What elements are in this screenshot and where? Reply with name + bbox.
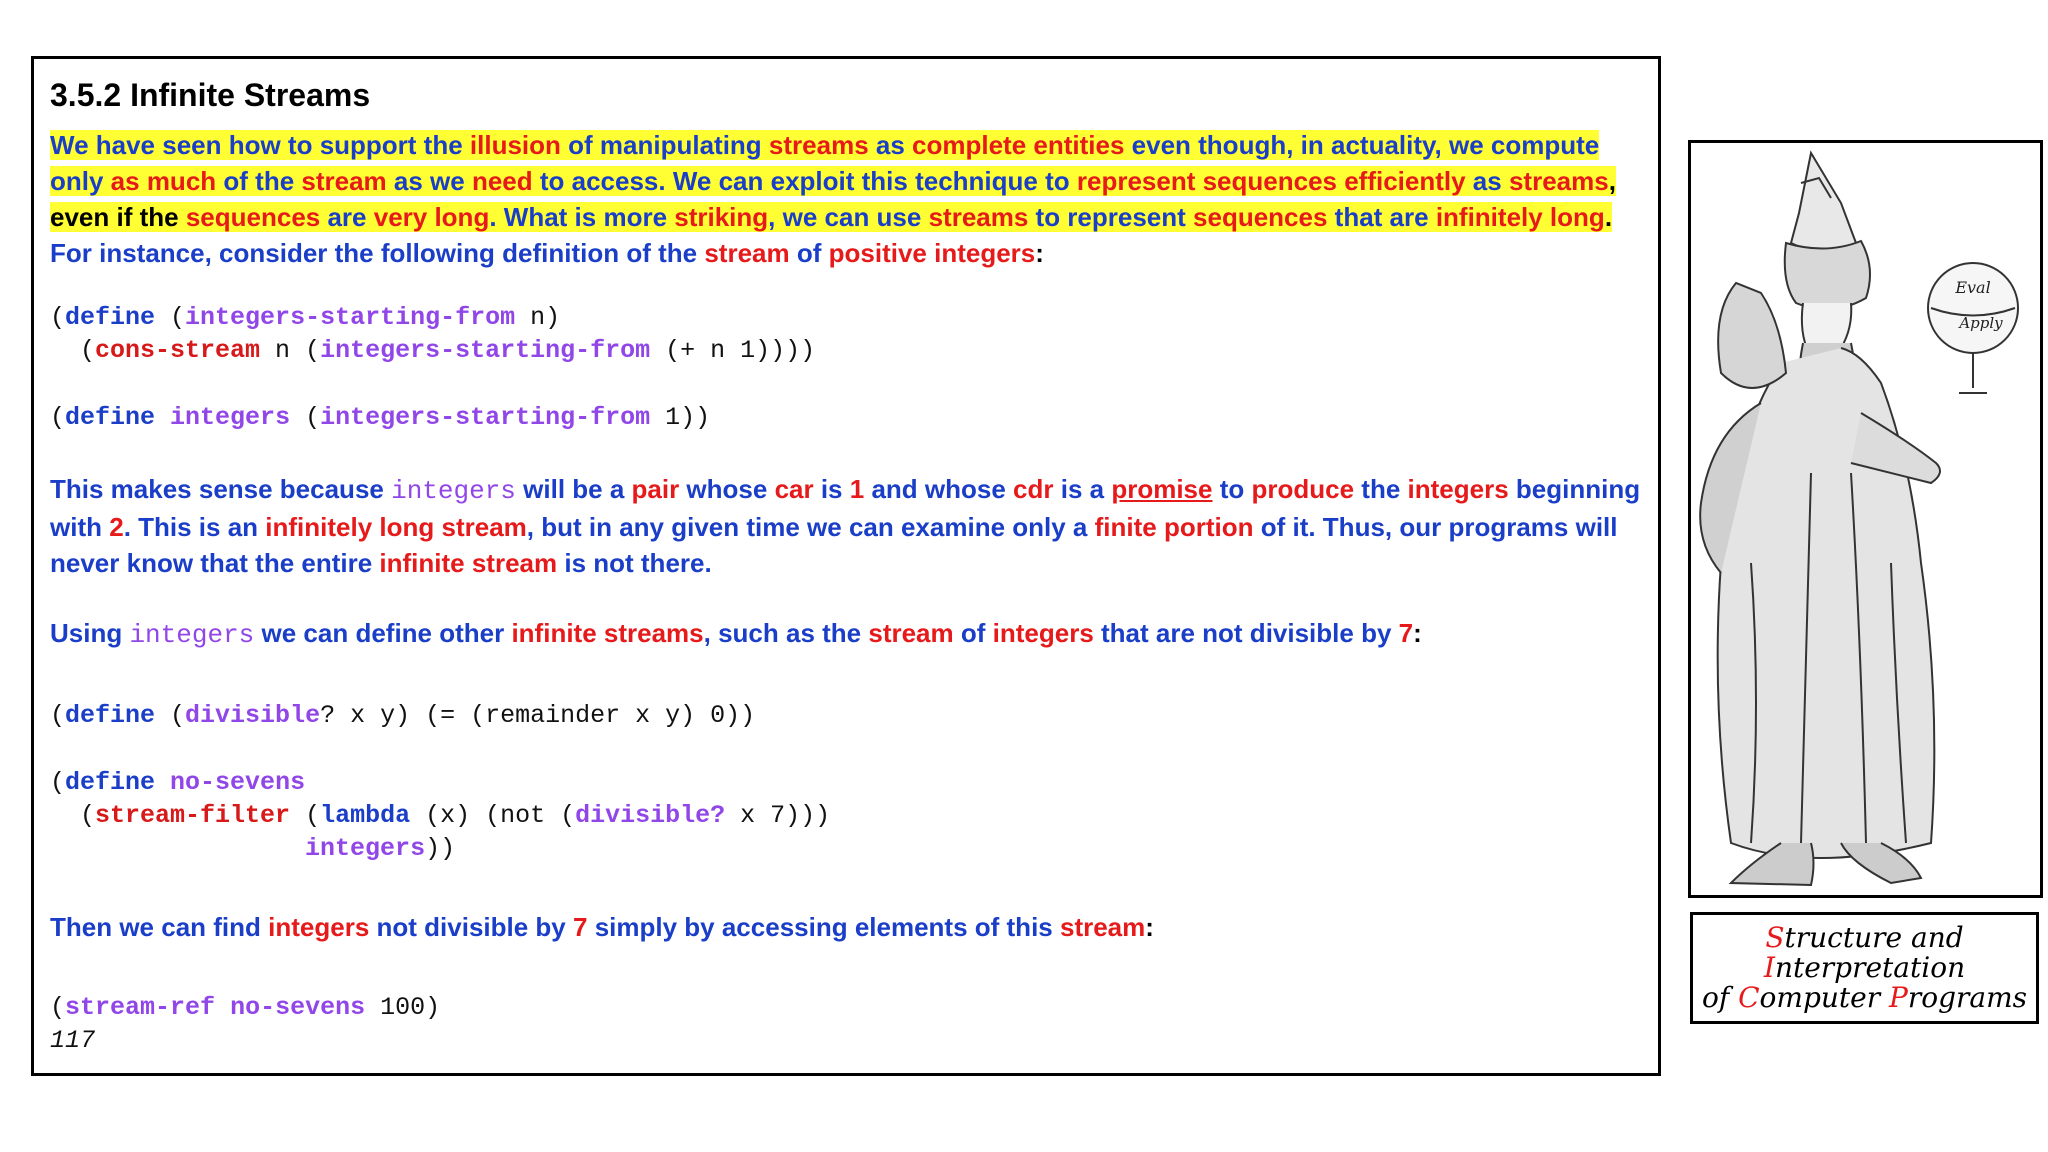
then-paragraph: Then we can find integers not divisible by 7 simply by accessing elements of this stream: (50, 912, 1154, 942)
wizard-icon (1691, 143, 2040, 895)
instance-sentence: For instance, consider the following definition of the stream of positive integers: (50, 238, 1044, 268)
slide-content-box (31, 56, 1661, 1076)
wizard-illustration (1688, 140, 2043, 898)
code-divisible: (define (divisible? x y) (= (remainder x y) 0)) (50, 701, 756, 730)
using-paragraph: Using integers we can define other infinite streams, such as the stream of integers that are not divisible by 7: (50, 618, 1422, 650)
sense-paragraph: This makes sense because integers will be a pair whose car is 1 and whose cdr is a promise to produce the integers beginning with 2. This is an infinitely long stream, but in any given time we can examine only a finite portion of it. Thus, our programs will never know that the entire infinite stream is not there. (50, 474, 1641, 578)
code-define-integers: (define integers (integers-starting-from 1)) (50, 403, 711, 432)
code-no-sevens: (define no-sevens (stream-filter (lambda (x) (not (divisible? x 7))) integers)) (50, 768, 831, 863)
book-caption: Structure and Interpretation of Computer Programs (1690, 912, 2039, 1024)
code-stream-ref: (stream-ref no-sevens 100) 117 (50, 993, 441, 1055)
intro-paragraph: We have seen how to support the illusion of manipulating streams as complete entities even though, in actuality, we compute only as much of the stream as we need to access. We can exploit this technique to represent sequences efficiently as streams, even if the sequences are very long. What is more striking, we can use streams to represent sequences that are infinitely long. For instance, consider the following definition of the stream of positive integers: (50, 130, 1616, 268)
globe-eval-label: Eval (1955, 278, 1991, 297)
globe-apply-label: Apply (1959, 314, 2003, 332)
section-title: 3.5.2 Infinite Streams (50, 77, 371, 113)
code-integers-starting-from: (define (integers-starting-from n) (cons-stream n (integers-starting-from (+ n 1)))) (50, 303, 816, 365)
result-value: 117 (50, 1026, 96, 1055)
